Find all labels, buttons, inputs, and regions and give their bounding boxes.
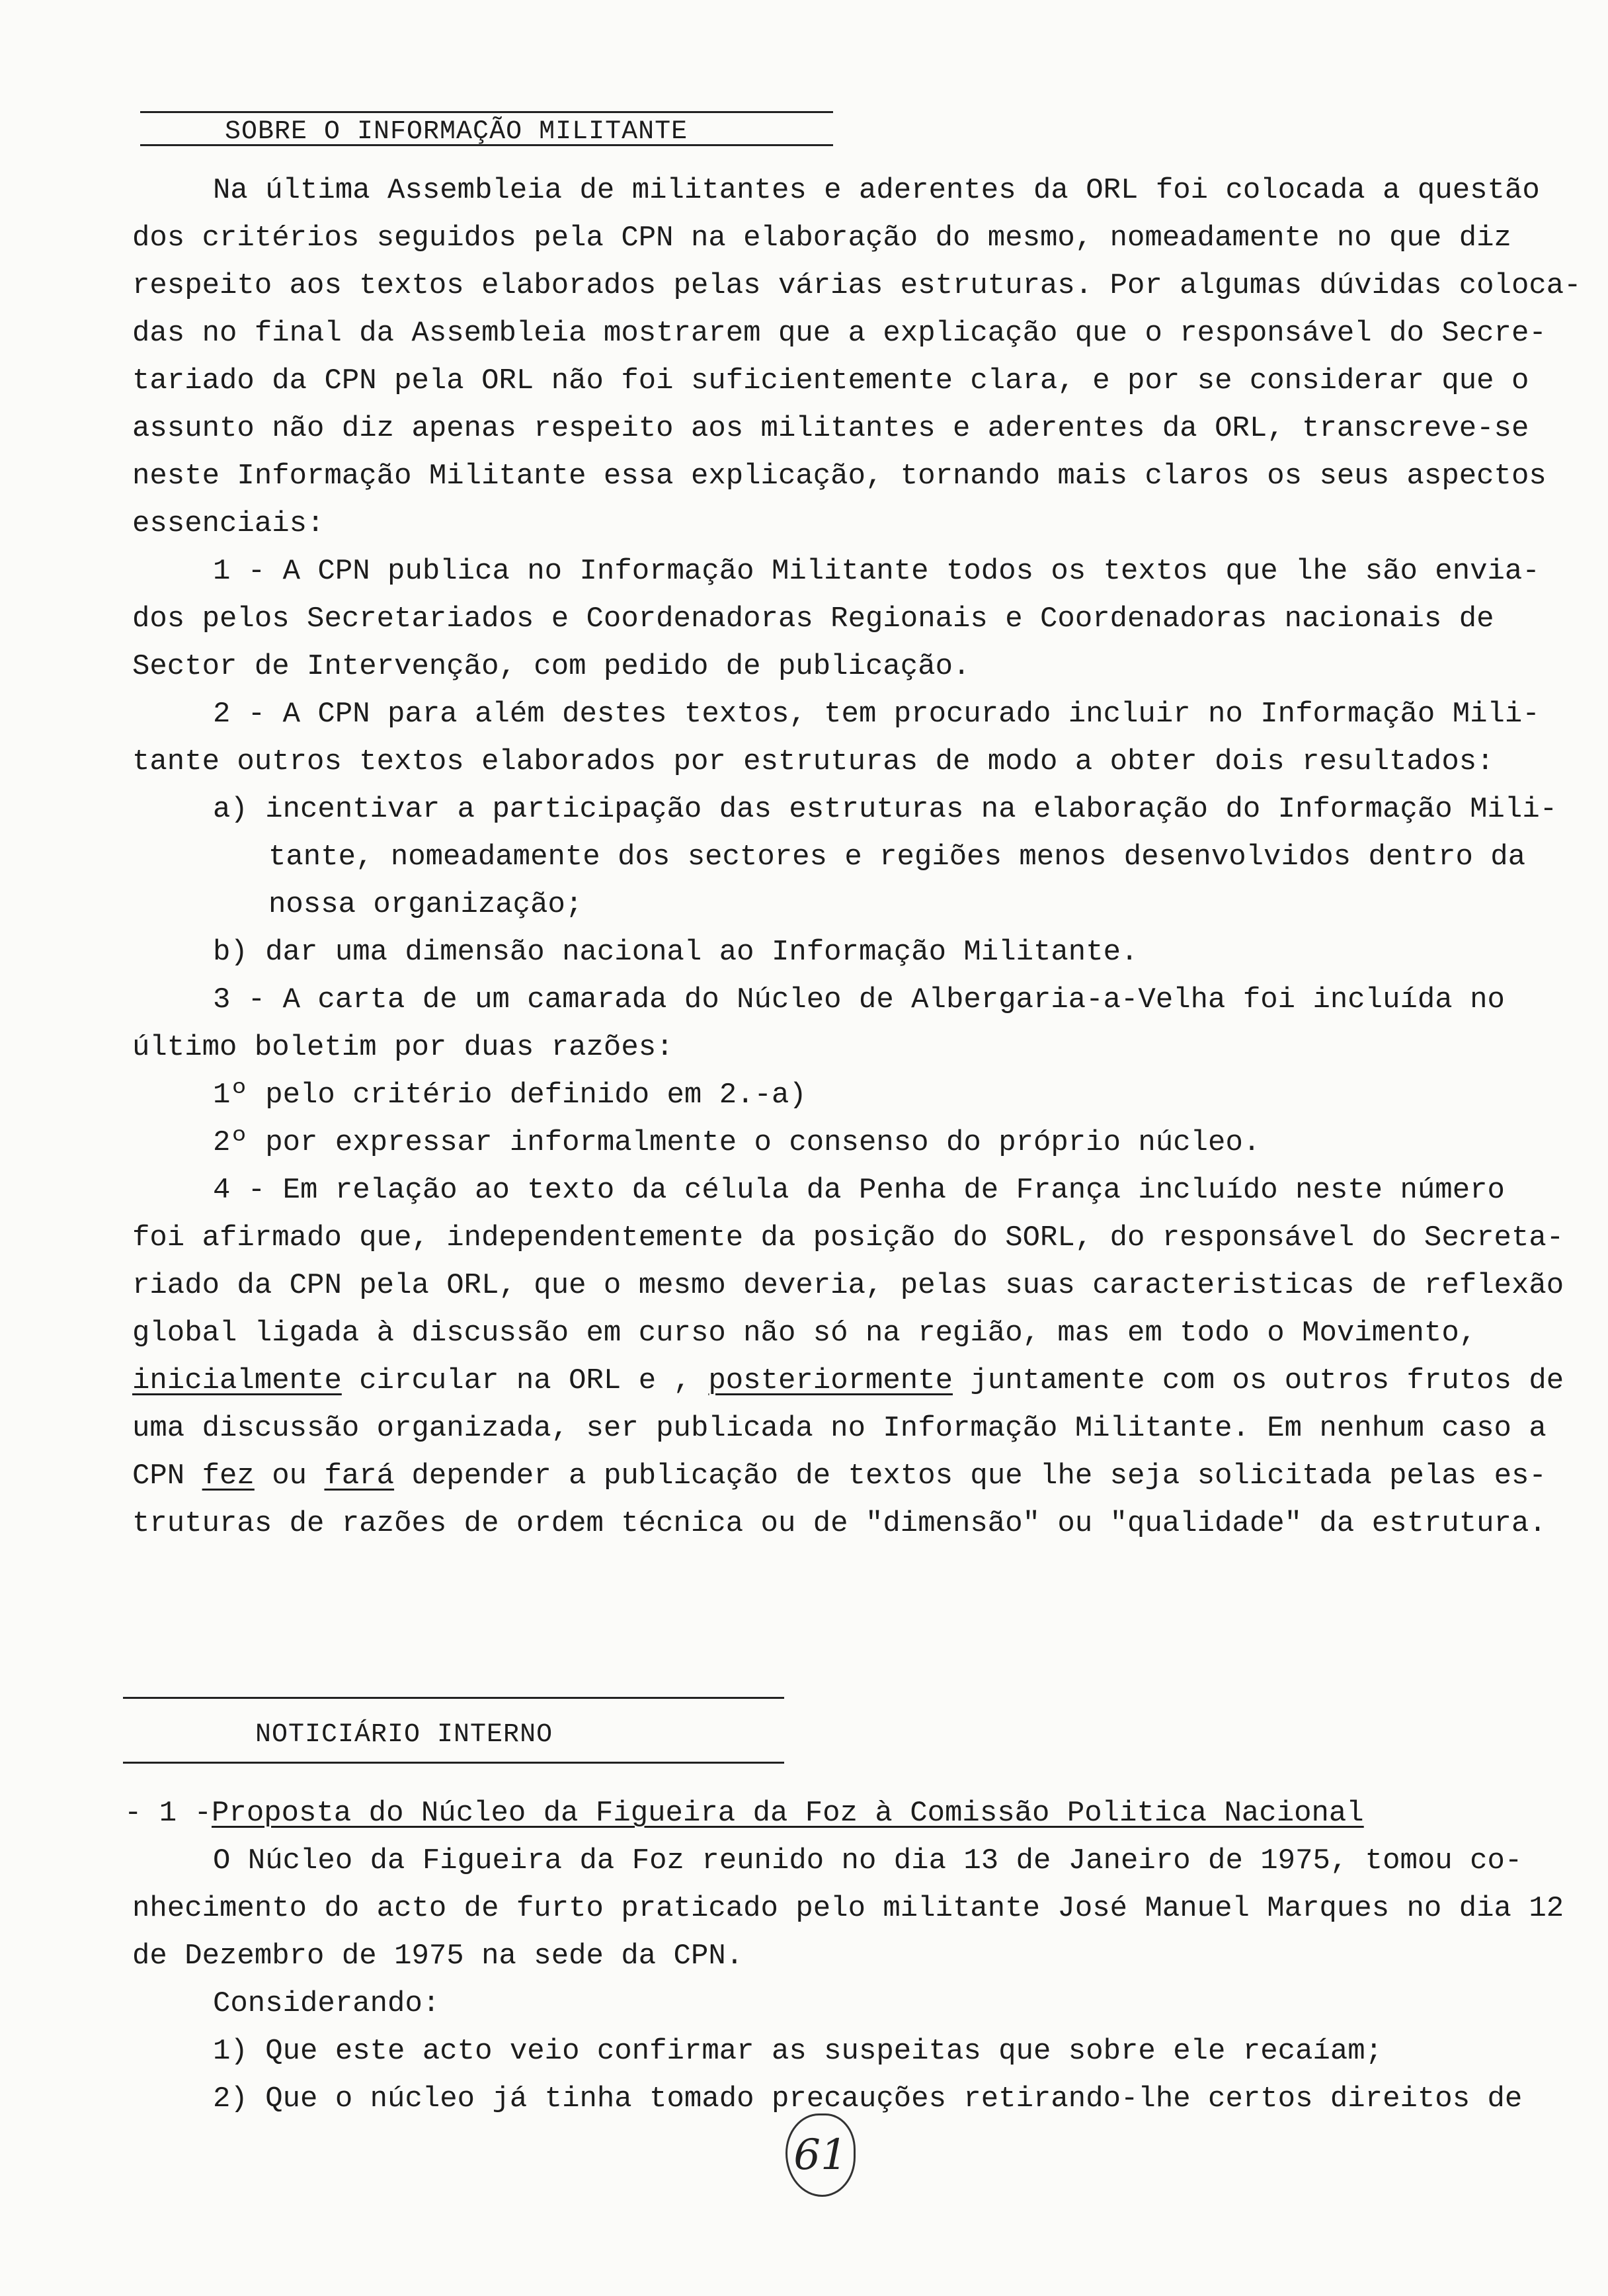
text-line: Considerando: bbox=[213, 1987, 440, 2020]
text-fragment: circular na ORL e , bbox=[341, 1364, 709, 1397]
text-line: tante outros textos elaborados por estruturas de modo a obter dois resultados: bbox=[132, 745, 1494, 778]
text-fragment: CPN bbox=[132, 1459, 202, 1493]
section1-title: SOBRE O INFORMAÇÃO MILITANTE bbox=[225, 117, 688, 147]
text-line: 1) Que este acto veio confirmar as suspeitas que sobre ele recaíam; bbox=[213, 2035, 1383, 2068]
section2-rule-top bbox=[123, 1697, 784, 1699]
text-line: tante, nomeadamente dos sectores e regiões menos desenvolvidos dentro da bbox=[268, 840, 1526, 874]
text-fragment: ou bbox=[254, 1459, 325, 1493]
text-line: 1º pelo critério definido em 2.-a) bbox=[213, 1079, 807, 1112]
text-line: a) incentivar a participação das estruturas na elaboração do Informação Mili- bbox=[213, 793, 1558, 826]
section2-title: NOTICIÁRIO INTERNO bbox=[255, 1720, 553, 1750]
text-line: O Núcleo da Figueira da Foz reunido no dia 13 de Janeiro de 1975, tomou co- bbox=[213, 1844, 1523, 1877]
text-line: essenciais: bbox=[132, 507, 325, 540]
text-line: uma discussão organizada, ser publicada no Informação Militante. Em nenhum caso a bbox=[132, 1412, 1547, 1445]
text-line: b) dar uma dimensão nacional ao Informação Militante. bbox=[213, 936, 1139, 969]
text-line: neste Informação Militante essa explicação, tornando mais claros os seus aspectos bbox=[132, 460, 1547, 493]
text-line: 1 - A CPN publica no Informação Militante todos os textos que lhe são envia- bbox=[213, 555, 1540, 588]
text-line: global ligada à discussão em curso não só na região, mas em todo o Movimento, bbox=[132, 1317, 1477, 1350]
text-line: das no final da Assembleia mostrarem que a explicação que o responsável do Secre- bbox=[132, 317, 1547, 350]
text-line bbox=[132, 1357, 1564, 1405]
underlined-word: inicialmente bbox=[132, 1364, 342, 1397]
section2-rule-bottom bbox=[123, 1762, 784, 1764]
text-line: 2º por expressar informalmente o consenso do próprio núcleo. bbox=[213, 1126, 1261, 1159]
text-line: riado da CPN pela ORL, que o mesmo deveria, pelas suas caracteristicas de reflexão bbox=[132, 1269, 1564, 1302]
text-line: Na última Assembleia de militantes e aderentes da ORL foi colocada a questão bbox=[213, 174, 1540, 207]
item-title: Proposta do Núcleo da Figueira da Foz à Comissão Politica Nacional bbox=[212, 1797, 1364, 1830]
section1-rule-bottom bbox=[140, 144, 833, 146]
text-line: 2 - A CPN para além destes textos, tem procurado incluir no Informação Mili- bbox=[213, 698, 1540, 731]
text-fragment: depender a publicação de textos que lhe seja solicitada pelas es- bbox=[394, 1459, 1547, 1493]
text-line: foi afirmado que, independentemente da posição do SORL, do responsável do Secreta- bbox=[132, 1221, 1564, 1254]
text-line: dos pelos Secretariados e Coordenadoras Regionais e Coordenadoras nacionais de bbox=[132, 602, 1494, 636]
text-line: respeito aos textos elaborados pelas várias estruturas. Por algumas dúvidas coloca- bbox=[132, 269, 1582, 302]
text-line bbox=[132, 1452, 1547, 1500]
item-prefix: - 1 - bbox=[124, 1797, 212, 1830]
underlined-word: fará bbox=[324, 1459, 395, 1493]
page-number: 61 bbox=[785, 2113, 856, 2197]
text-line: 4 - Em relação ao texto da célula da Penha de França incluído neste número bbox=[213, 1174, 1505, 1207]
text-line: nossa organização; bbox=[268, 888, 583, 921]
text-line: assunto não diz apenas respeito aos militantes e aderentes da ORL, transcreve-se bbox=[132, 412, 1529, 445]
underlined-word: fez bbox=[202, 1459, 255, 1493]
text-line: nhecimento do acto de furto praticado pelo militante José Manuel Marques no dia 12 bbox=[132, 1892, 1564, 1925]
text-line: 2) Que o núcleo já tinha tomado precauções retirando-lhe certos direitos de bbox=[213, 2082, 1523, 2115]
text-line: 3 - A carta de um camarada do Núcleo de Albergaria-a-Velha foi incluída no bbox=[213, 983, 1505, 1016]
text-line: último boletim por duas razões: bbox=[132, 1031, 674, 1064]
text-line: Sector de Intervenção, com pedido de publicação. bbox=[132, 650, 971, 683]
text-line: truturas de razões de ordem técnica ou de "dimensão" ou "qualidade" da estrutura. bbox=[132, 1507, 1547, 1540]
text-line: dos critérios seguidos pela CPN na elaboração do mesmo, nomeadamente no que diz bbox=[132, 222, 1511, 255]
text-line: de Dezembro de 1975 na sede da CPN. bbox=[132, 1940, 744, 1973]
underlined-word: posteriormente bbox=[708, 1364, 953, 1397]
text-line: tariado da CPN pela ORL não foi suficientemente clara, e por se considerar que o bbox=[132, 364, 1529, 397]
item-heading bbox=[124, 1789, 1502, 1837]
text-fragment: juntamente com os outros frutos de bbox=[953, 1364, 1564, 1397]
